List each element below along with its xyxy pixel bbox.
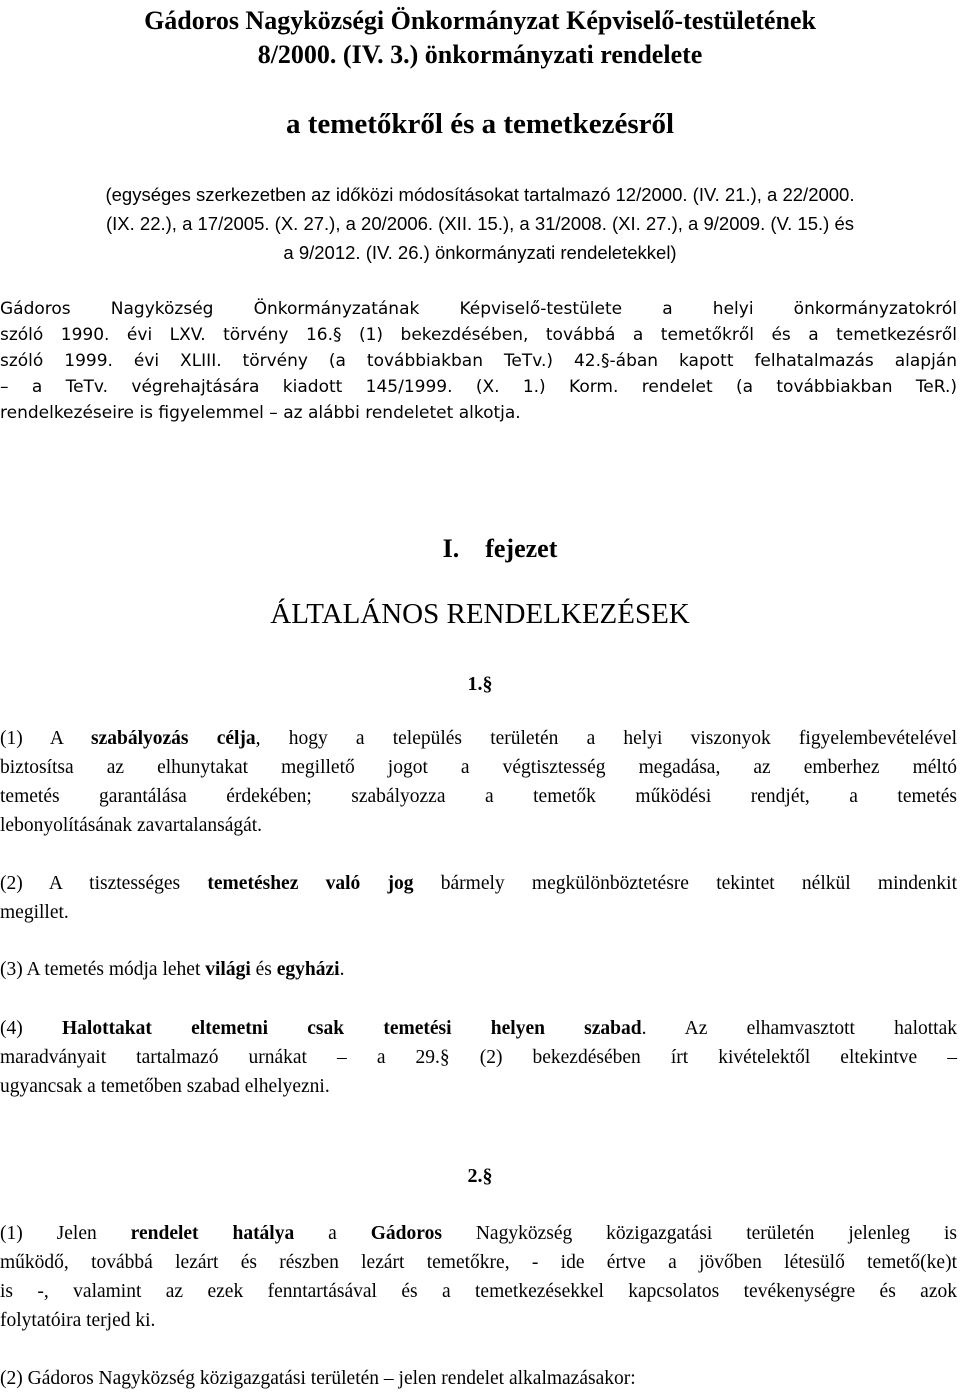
- s1p3-line-1: [0, 955, 957, 984]
- chapter-word: fejezet: [485, 534, 558, 563]
- document-subtitle: a temetőkről és a temetkezésről: [285, 108, 675, 140]
- consolidation-line-1: (egységes szerkezetben az időközi módosításokat tartalmazó 12/2000. (IV. 21.), a 22/2000.: [105, 184, 855, 205]
- s1p1-line-4: lebonyolításának zavartalanságát.: [0, 815, 263, 836]
- s1p1-line-1: [0, 724, 957, 753]
- s1p1-prefix: (1) A: [0, 728, 92, 749]
- s1p2-prefix: (2) A tisztességes: [0, 873, 208, 894]
- document-title: [0, 4, 960, 72]
- s1p4-prefix: (4): [0, 1018, 62, 1039]
- s2p1-line-1: [0, 1219, 957, 1248]
- s2p1-line-4: folytatóira terjed ki.: [0, 1310, 156, 1331]
- s2p1-bold-1: rendelet hatálya: [130, 1223, 295, 1244]
- s1p2-line-1: [0, 869, 957, 898]
- preamble-line-2: szóló 1990. évi LXV. törvény 16.§ (1) bekezdésében, továbbá a temetőkről és a temetkezésről: [0, 325, 957, 345]
- s1p1-line-2: biztosítsa az elhunytakat megillető jogot a végtisztesség megadása, az emberhez méltó: [0, 757, 957, 778]
- s1p4-line-2: maradványait tartalmazó urnákat – a 29.§ (2) bekezdésében írt kivételektől eltekintve –: [0, 1047, 957, 1068]
- s1p3-bold-2: egyházi: [276, 959, 340, 980]
- s2p1-line-2: működő, továbbá lezárt és részben lezárt temetőkre, - ide értve a jövőben létesülő temető(ke)t: [0, 1252, 957, 1273]
- s2p1-line-3: is -, valamint az ezek fenntartásával és a temetkezésekkel kapcsolatos tevékenységre és azok: [0, 1281, 957, 1302]
- section-2-paragraph-2: [0, 1364, 957, 1393]
- consolidation-line-2: (IX. 22.), a 17/2005. (X. 27.), a 20/2006. (XII. 15.), a 31/2008. (XI. 27.), a 9/2009. (V. 15.) és: [106, 213, 854, 234]
- section-number-1: 1.§: [467, 673, 493, 695]
- preamble: [0, 296, 957, 426]
- section-1-paragraph-1: [0, 724, 957, 840]
- section-1-paragraph-2: [0, 869, 957, 927]
- s1p3-prefix: (3) A temetés módja lehet: [0, 959, 206, 980]
- section-2-paragraph-1: [0, 1219, 957, 1335]
- s1p2-line-2: megillet.: [0, 902, 69, 923]
- section-1-paragraph-3: [0, 955, 957, 984]
- chapter-title: ÁLTALÁNOS RENDELKEZÉSEK: [270, 598, 690, 630]
- s2p1-prefix: (1) Jelen: [0, 1223, 131, 1244]
- s1p2-rest: bármely megkülönböztetésre tekintet nélkül mindenkit: [413, 873, 957, 894]
- s2p1-bold-2: Gádoros: [370, 1223, 442, 1244]
- preamble-line-5: rendelkezéseire is figyelemmel – az alábbi rendeletet alkotja.: [0, 403, 521, 423]
- title-line-1: Gádoros Nagyközségi Önkormányzat Képviselő-testületének: [144, 6, 816, 35]
- chapter-number: I.: [442, 534, 460, 563]
- s1p3-mid: és: [250, 959, 277, 980]
- s1p4-line-1: [0, 1014, 957, 1043]
- preamble-line-3: szóló 1999. évi XLIII. törvény (a továbbiakban TeTv.) 42.§-ában kapott felhatalmazás alapján: [0, 351, 957, 371]
- preamble-line-1: Gádoros Nagyközség Önkormányzatának Képviselő-testülete a helyi önkormányzatokról: [0, 299, 957, 319]
- s1p2-bold: temetéshez való jog: [207, 873, 414, 894]
- section-1-paragraph-4: [0, 1014, 957, 1101]
- section-number-2: 2.§: [467, 1165, 493, 1187]
- s1p4-rest: . Az elhamvasztott halottak: [641, 1018, 957, 1039]
- chapter-heading: [0, 532, 960, 566]
- s2p2-line-1: (2) Gádoros Nagyközség közigazgatási területén – jelen rendelet alkalmazásakor:: [0, 1368, 636, 1389]
- consolidation-line-3: a 9/2012. (IV. 26.) önkormányzati rendeletekkel): [283, 242, 677, 263]
- s1p4-line-3: ugyancsak a temetőben szabad elhelyezni.: [0, 1076, 330, 1097]
- consolidation-note: [0, 180, 960, 267]
- preamble-line-4: – a TeTv. végrehajtására kiadott 145/1999. (X. 1.) Korm. rendelet (a továbbiakban TeR.): [0, 377, 957, 397]
- s1p3-bold-1: világi: [205, 959, 251, 980]
- s1p1-rest: , hogy a település területén a helyi viszonyok figyelembevételével: [255, 728, 957, 749]
- s1p3-suffix: .: [339, 959, 345, 980]
- s1p4-bold: Halottakat eltemetni csak temetési helyen szabad: [61, 1018, 642, 1039]
- title-line-2: 8/2000. (IV. 3.) önkormányzati rendelete: [257, 40, 703, 69]
- s1p1-line-3: temetés garantálása érdekében; szabályozza a temetők működési rendjét, a temetés: [0, 786, 957, 807]
- s2p1-mid: a: [294, 1223, 371, 1244]
- s2p1-rest: Nagyközség közigazgatási területén jelenleg is: [441, 1223, 957, 1244]
- s1p1-bold: szabályozás célja: [91, 728, 256, 749]
